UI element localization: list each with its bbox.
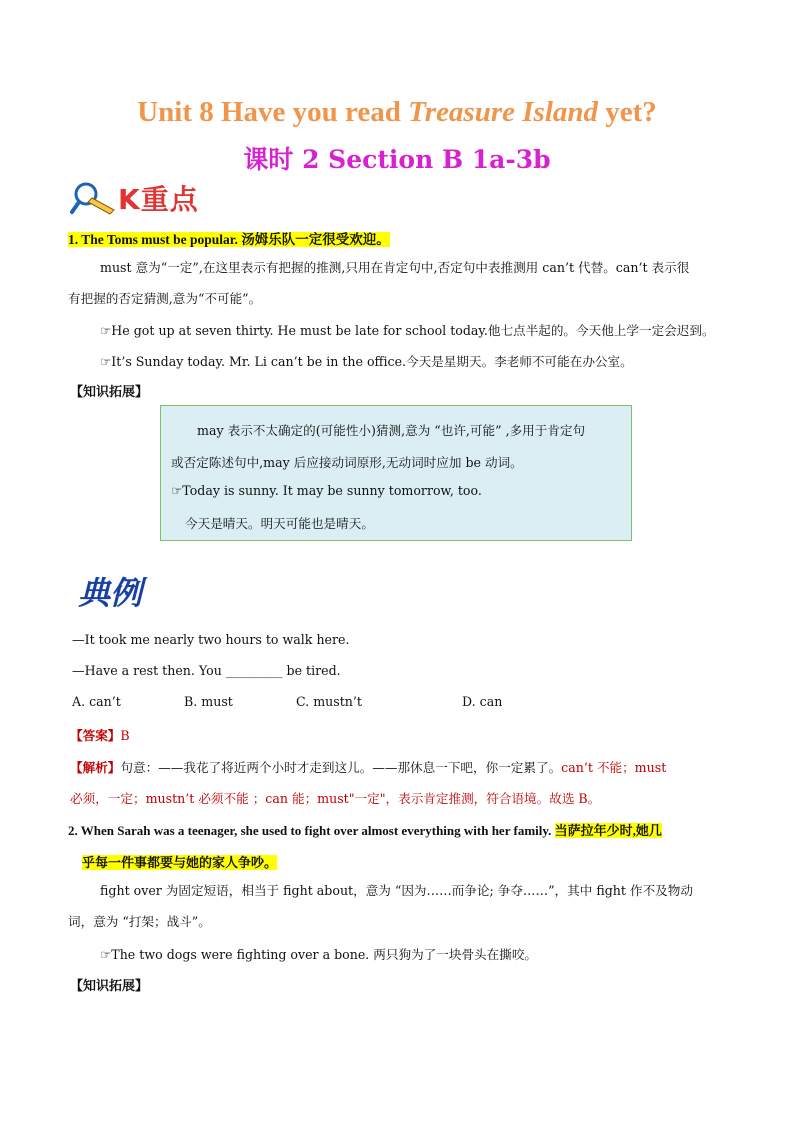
page-subtitle: 课时 2 Section B 1a-3b — [243, 145, 551, 174]
point1-example2: ☞It’s Sunday today. Mr. Li can’t be in the office.今天是星期天。李老师不可能在办公室。 — [100, 354, 633, 369]
pointing-hand-icon: ☞ — [100, 354, 112, 369]
point1-example1: ☞He got up at seven thirty. He must be late for school today.他七点半起的。今天他上学一定会迟到。 — [100, 323, 715, 338]
answer-value: B — [120, 728, 130, 743]
key-points-text: K重点 — [118, 183, 199, 216]
point2-heading-line1 — [68, 820, 728, 839]
pointing-hand-icon: ☞ — [100, 947, 112, 962]
point2-example1: ☞The two dogs were fighting over a bone. 两只狗为了一块骨头在撕咬。 — [100, 947, 538, 962]
option-a: A. can’t — [72, 694, 121, 709]
analysis-line2: 必须，一定；mustn’t 必须不能 ；can 能；must"一定"，表示肯定推测，符合语境。故选 B。 — [70, 791, 601, 806]
pointing-hand-icon: ☞ — [171, 483, 183, 498]
point1-explain-line2: 有把握的否定猜测,意为“不可能”。 — [68, 291, 262, 306]
page-title — [0, 96, 794, 129]
extension-box — [160, 405, 632, 541]
box-line1: may 表示不太确定的(可能性小)猜测,意为 “也许,可能” ,多用于肯定句 — [197, 423, 586, 438]
answer-line — [70, 725, 130, 744]
point2-heading-cn1: 当萨拉年少时,她几 — [554, 823, 662, 838]
option-b: B. must — [184, 694, 233, 709]
option-d: D. can — [462, 694, 503, 709]
point2-extension-label: 【知识拓展】 — [70, 979, 149, 994]
point2-heading-cn2: 乎每一件事都要与她的家人争吵。 — [82, 855, 278, 870]
pointing-hand-icon: ☞ — [100, 323, 112, 338]
point2-heading-en: 2. When Sarah was a teenager, she used to fight over almost everything with her family. — [68, 823, 552, 838]
point2-heading-line2 — [82, 852, 277, 871]
point2-explain-line2: 词，意为 “打架；战斗”。 — [68, 914, 211, 929]
question-line1: —It took me nearly two hours to walk here. — [72, 632, 350, 647]
point1-heading-cn: 汤姆乐队一定很受欢迎。 — [241, 232, 390, 247]
answer-blank: _________ — [225, 663, 283, 678]
example-badge-text: 典例 — [78, 574, 143, 612]
box-line4: 今天是晴天。明天可能也是晴天。 — [185, 516, 374, 531]
title-line1-post: yet? — [598, 96, 657, 128]
point2-explanation — [68, 875, 724, 937]
point2-explain-line1: fight over 为固定短语，相当于 fight about，意为 “因为……而争论; 争夺……”，其中 fight 作不及物动 — [100, 883, 693, 898]
box-line3: ☞Today is sunny. It may be sunny tomorrow, too. — [171, 483, 482, 498]
point1-heading — [68, 228, 390, 248]
analysis-line1: 【解析】句意：——我花了将近两个小时才走到这儿。——那休息一下吧，你一定累了。can’t 不能；must — [70, 760, 667, 775]
point1-explanation — [68, 252, 724, 314]
example-badge — [78, 568, 158, 612]
option-c: C. mustn’t — [296, 694, 362, 709]
answer-label: 【答案】 — [70, 728, 121, 743]
point1-explain-line1: must 意为“一定”,在这里表示有把握的推测,只用在肯定句中,否定句中表推测用 can’t 代替。can’t 表示很 — [100, 260, 690, 275]
title-book-name: Treasure Island — [408, 96, 599, 128]
question-line2: —Have a rest then. You _________ be tired. — [72, 663, 341, 678]
title-line1-pre: Unit 8 Have you read — [137, 96, 409, 128]
analysis-label: 【解析】 — [70, 760, 121, 775]
key-points-badge — [70, 176, 215, 218]
point1-extension-label: 【知识拓展】 — [70, 385, 149, 400]
point1-heading-en: 1. The Toms must be popular. — [68, 232, 238, 247]
box-line2: 或否定陈述句中,may 后应接动词原形,无动词时应加 be 动词。 — [171, 455, 523, 470]
